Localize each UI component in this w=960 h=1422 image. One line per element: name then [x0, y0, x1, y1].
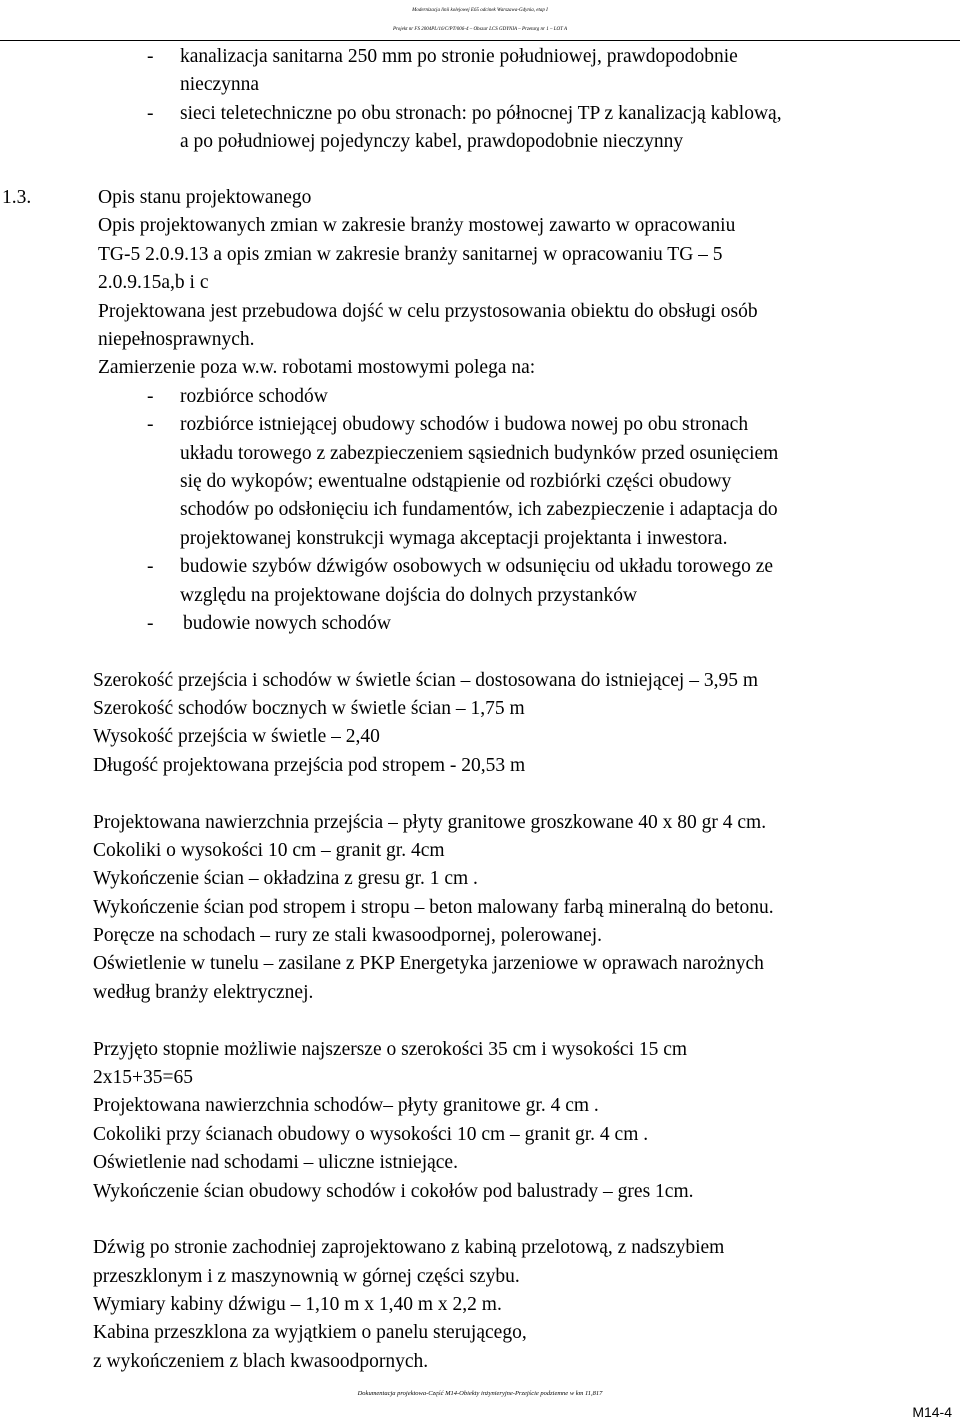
page-number: M14-4 — [912, 1404, 952, 1420]
intro-bullet-2-cont: a po południowej pojedynczy kabel, prawdopodobnie nieczynny — [180, 131, 684, 152]
scope-item-2-cont: się do wykopów; ewentualne odstąpienie od rozbiórki części obudowy — [180, 471, 732, 492]
header-line-1: Modernizacja linii kolejowej E65 odcinek Warszawa-Gdynia, etap I — [412, 8, 548, 13]
scope-item-2-cont: projektowanej konstrukcji wymaga akceptacji projektanta i inwestora. — [180, 528, 728, 549]
stairs-line: Wykończenie ścian obudowy schodów i cokołów pod balustrady – gres 1cm. — [93, 1181, 694, 1202]
section-paragraph-line: Zamierzenie poza w.w. robotami mostowymi polega na: — [98, 357, 536, 378]
dimension-line: Wysokość przejścia w świetle – 2,40 — [93, 726, 380, 747]
bullet-dash: - — [147, 613, 154, 634]
bullet-dash: - — [147, 103, 154, 124]
section-paragraph-line: niepełnosprawnych. — [98, 329, 255, 350]
stairs-line: Przyjęto stopnie możliwie najszersze o szerokości 35 cm i wysokości 15 cm — [93, 1039, 688, 1060]
header-divider — [0, 40, 960, 41]
intro-bullet-2: sieci teletechniczne po obu stronach: po północnej TP z kanalizacją kablową, — [180, 103, 782, 124]
footer-text: Dokumentacja projektowa-Część M14-Obiekty inżynieryjne-Przejście podziemne w km 11,817 — [357, 1390, 603, 1397]
finish-line: Cokoliki o wysokości 10 cm – granit gr. 4cm — [93, 840, 445, 861]
scope-item-3: budowie szybów dźwigów osobowych w odsunięciu od układu torowego ze — [180, 556, 774, 577]
finish-line: Poręcze na schodach – rury ze stali kwasoodpornej, polerowanej. — [93, 925, 602, 946]
lift-line: Dźwig po stronie zachodniej zaprojektowano z kabiną przelotową, z nadszybiem — [93, 1237, 725, 1258]
section-number: 1.3. — [2, 187, 32, 208]
dimension-line: Szerokość schodów bocznych w świetle ścian – 1,75 m — [93, 698, 525, 719]
scope-item-3-cont: względu na projektowane dojścia do dolnych przystanków — [180, 585, 638, 606]
lift-line: Wymiary kabiny dźwigu – 1,10 m x 1,40 m x 2,2 m. — [93, 1294, 502, 1315]
intro-bullet-1: kanalizacja sanitarna 250 mm po stronie południowej, prawdopodobnie — [180, 46, 738, 67]
finish-line: według branży elektrycznej. — [93, 982, 314, 1003]
stairs-line: 2x15+35=65 — [93, 1067, 193, 1088]
finish-line: Projektowana nawierzchnia przejścia – płyty granitowe groszkowane 40 x 80 gr 4 cm. — [93, 812, 767, 833]
stairs-line: Oświetlenie nad schodami – uliczne istniejące. — [93, 1152, 458, 1173]
intro-bullet-1-cont: nieczynna — [180, 74, 260, 95]
section-paragraph-line: Projektowana jest przebudowa dojść w celu przystosowania obiektu do obsługi osób — [98, 301, 758, 322]
stairs-line: Cokoliki przy ścianach obudowy o wysokości 10 cm – granit gr. 4 cm . — [93, 1124, 649, 1145]
finish-line: Wykończenie ścian pod stropem i stropu – beton malowany farbą mineralną do betonu. — [93, 897, 774, 918]
section-paragraph-line: 2.0.9.15a,b i c — [98, 272, 209, 293]
stairs-line: Projektowana nawierzchnia schodów– płyty granitowe gr. 4 cm . — [93, 1095, 599, 1116]
bullet-dash: - — [147, 46, 154, 67]
finish-line: Wykończenie ścian – okładzina z gresu gr. 1 cm . — [93, 868, 478, 889]
lift-line: Kabina przeszklona za wyjątkiem o panelu sterującego, — [93, 1322, 527, 1343]
bullet-dash: - — [147, 556, 154, 577]
lift-line: z wykończeniem z blach kwasoodpornych. — [93, 1351, 429, 1372]
section-title: Opis stanu projektowanego — [98, 187, 312, 208]
lift-line: przeszklonym i z maszynownią w górnej części szybu. — [93, 1266, 520, 1287]
bullet-dash: - — [147, 386, 154, 407]
scope-item-2: rozbiórce istniejącej obudowy schodów i budowa nowej po obu stronach — [180, 414, 749, 435]
scope-item-4: budowie nowych schodów — [183, 613, 391, 634]
dimension-line: Długość projektowana przejścia pod stropem - 20,53 m — [93, 755, 526, 776]
dimension-line: Szerokość przejścia i schodów w świetle ścian – dostosowana do istniejącej – 3,95 m — [93, 670, 759, 691]
bullet-dash: - — [147, 414, 154, 435]
scope-item-2-cont: układu torowego z zabezpieczeniem sąsiednich budynków przed osunięciem — [180, 443, 779, 464]
section-paragraph-line: TG-5 2.0.9.13 a opis zmian w zakresie branży sanitarnej w opracowaniu TG – 5 — [98, 244, 723, 265]
header-line-2: Projekt nr FS 2004PL/16/C/PT/006-4 – Obszar LCS GDYNIA – Przetarg nr 1 – LOT A — [392, 27, 568, 32]
scope-item-1: rozbiórce schodów — [180, 386, 328, 407]
section-paragraph-line: Opis projektowanych zmian w zakresie branży mostowej zawarto w opracowaniu — [98, 215, 736, 236]
scope-item-2-cont: schodów po odsłonięciu ich fundamentów, ich zabezpieczenie i adaptacja do — [180, 499, 778, 520]
finish-line: Oświetlenie w tunelu – zasilane z PKP Energetyka jarzeniowe w oprawach narożnych — [93, 953, 764, 974]
